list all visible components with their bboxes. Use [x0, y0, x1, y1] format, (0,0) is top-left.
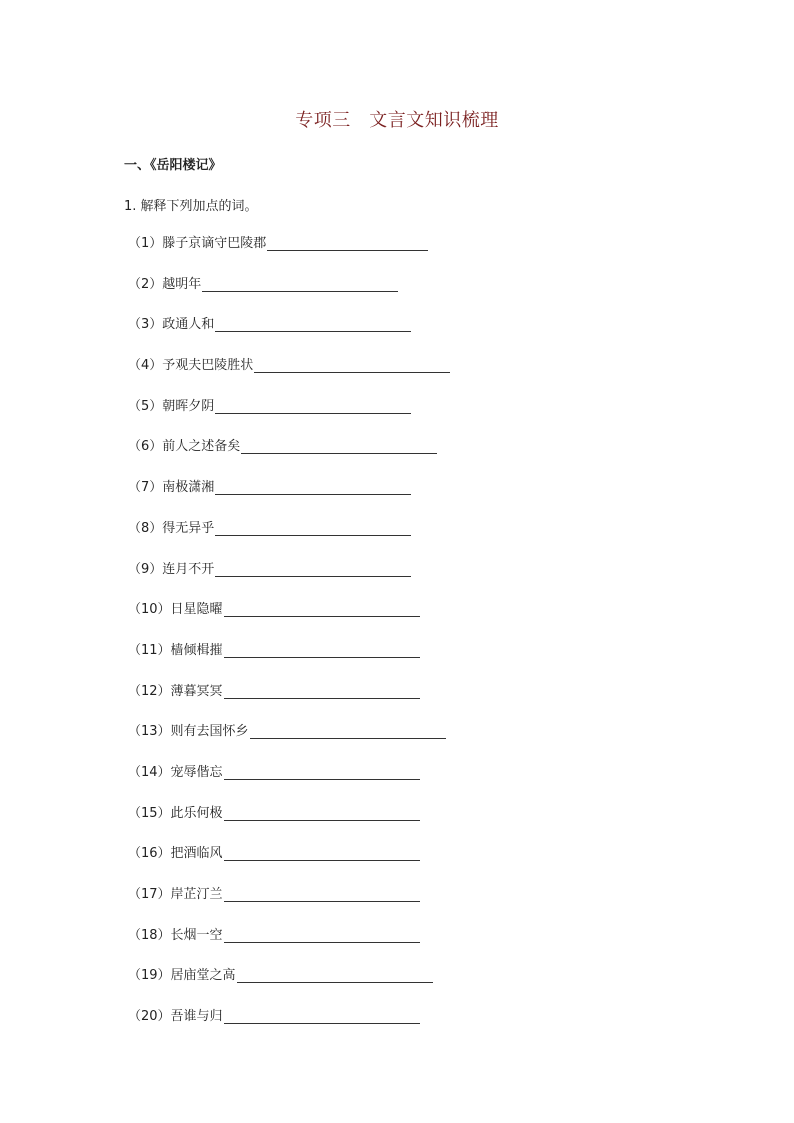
- answer-blank[interactable]: [215, 520, 411, 536]
- item-number: （20）: [128, 1009, 171, 1025]
- item-phrase: 把酒临风: [170, 846, 223, 862]
- question-title: 1. 解释下列加点的词。: [124, 199, 258, 214]
- item-phrase: 吾谁与归: [170, 1009, 223, 1025]
- item-number: （10）: [128, 602, 171, 618]
- answer-blank[interactable]: [224, 1008, 420, 1024]
- item-phrase: 越明年: [162, 276, 202, 292]
- list-item: [128, 683, 450, 724]
- list-item: [128, 276, 450, 317]
- list-item: [128, 1008, 450, 1049]
- list-item: [128, 967, 450, 1008]
- item-number: （12）: [128, 683, 171, 699]
- answer-blank[interactable]: [224, 642, 420, 658]
- item-number: （16）: [128, 846, 171, 862]
- list-item: [128, 886, 450, 927]
- item-number: （13）: [128, 724, 171, 740]
- item-phrase: 连月不开: [162, 561, 215, 577]
- answer-blank[interactable]: [215, 316, 411, 332]
- item-phrase: 予观夫巴陵胜状: [162, 358, 254, 374]
- item-phrase: 政通人和: [162, 317, 215, 333]
- item-number: （7）: [128, 480, 163, 496]
- answer-blank[interactable]: [241, 438, 437, 454]
- list-item: [128, 927, 450, 968]
- item-phrase: 前人之述备矣: [162, 439, 241, 455]
- list-item: [128, 845, 450, 886]
- item-phrase: 长烟一空: [170, 927, 223, 943]
- item-number: （17）: [128, 887, 171, 902]
- answer-blank[interactable]: [224, 845, 420, 861]
- vocabulary-list: [128, 235, 450, 1049]
- answer-blank[interactable]: [254, 357, 450, 373]
- item-phrase: 朝晖夕阴: [162, 398, 215, 414]
- answer-blank[interactable]: [202, 276, 398, 292]
- list-item: [128, 805, 450, 846]
- section-heading: 一、《岳阳楼记》: [124, 158, 222, 173]
- item-phrase: 樯倾楫摧: [170, 642, 223, 658]
- list-item: [128, 398, 450, 439]
- page-title: 专项三 文言文知识梳理: [295, 110, 499, 131]
- item-number: （11）: [128, 642, 171, 658]
- list-item: [128, 479, 450, 520]
- answer-blank[interactable]: [215, 479, 411, 495]
- list-item: [128, 316, 450, 357]
- answer-blank[interactable]: [224, 886, 420, 902]
- answer-blank[interactable]: [237, 967, 433, 983]
- list-item: [128, 601, 450, 642]
- item-number: （18）: [128, 927, 171, 943]
- item-number: （3）: [128, 317, 163, 333]
- item-number: （5）: [128, 398, 163, 414]
- item-number: （2）: [128, 276, 163, 292]
- item-phrase: 居庙堂之高: [170, 968, 236, 984]
- answer-blank[interactable]: [250, 723, 446, 739]
- list-item: [128, 520, 450, 561]
- list-item: [128, 357, 450, 398]
- item-number: （14）: [128, 764, 171, 780]
- item-phrase: 宠辱偕忘: [170, 764, 223, 780]
- item-number: （8）: [128, 520, 163, 536]
- item-phrase: 南极潇湘: [162, 480, 215, 496]
- item-phrase: 此乐何极: [170, 805, 223, 821]
- item-phrase: 日星隐曜: [170, 602, 223, 618]
- item-phrase: 得无异乎: [162, 520, 215, 536]
- answer-blank[interactable]: [224, 764, 420, 780]
- answer-blank[interactable]: [215, 561, 411, 577]
- answer-blank[interactable]: [224, 927, 420, 943]
- answer-blank[interactable]: [267, 235, 428, 251]
- list-item: [128, 764, 450, 805]
- answer-blank[interactable]: [224, 805, 420, 821]
- item-phrase: 岸芷汀兰: [170, 887, 223, 902]
- list-item: [128, 561, 450, 602]
- list-item: [128, 235, 450, 276]
- answer-blank[interactable]: [224, 601, 420, 617]
- item-number: （6）: [128, 439, 163, 455]
- item-phrase: 薄暮冥冥: [170, 683, 223, 699]
- item-phrase: 则有去国怀乡: [170, 724, 249, 740]
- answer-blank[interactable]: [215, 398, 411, 414]
- item-number: （1）: [128, 236, 163, 251]
- item-number: （9）: [128, 561, 163, 577]
- item-number: （4）: [128, 358, 163, 374]
- list-item: [128, 642, 450, 683]
- item-number: （15）: [128, 805, 171, 821]
- item-phrase: 滕子京谪守巴陵郡: [162, 236, 267, 251]
- answer-blank[interactable]: [224, 683, 420, 699]
- list-item: [128, 438, 450, 479]
- item-number: （19）: [128, 968, 171, 984]
- list-item: [128, 723, 450, 764]
